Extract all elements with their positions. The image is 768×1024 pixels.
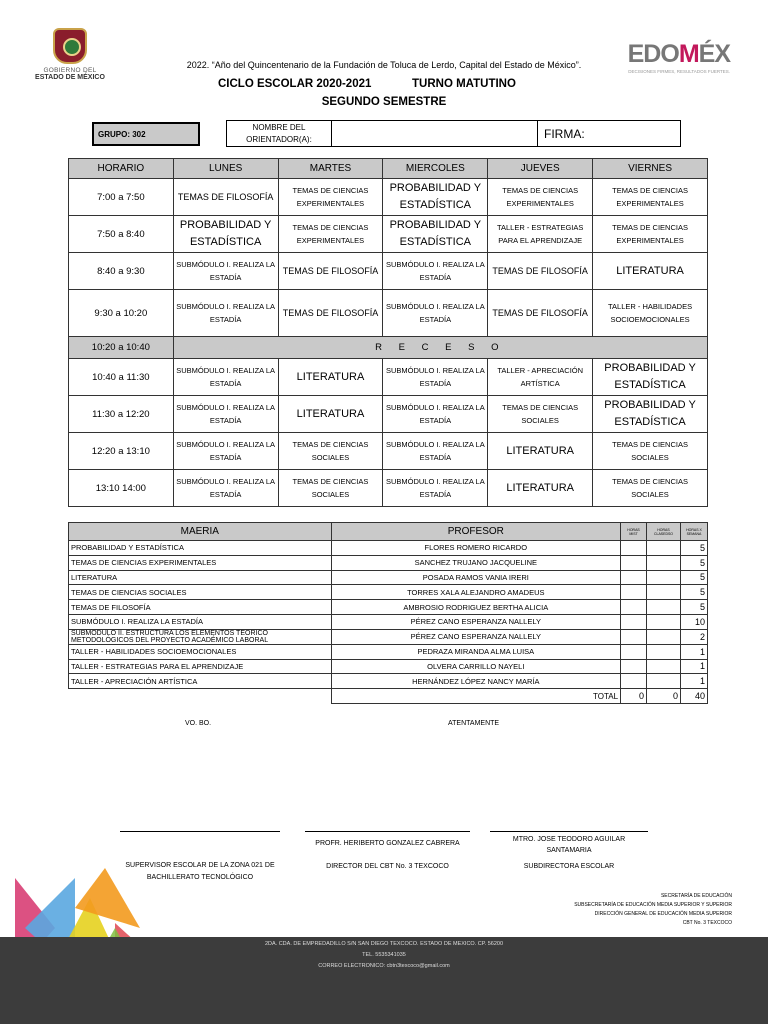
class-cell: TEMAS DE FILOSOFÍA <box>278 253 383 290</box>
class-cell: SUBMÓDULO I. REALIZA LA ESTADÍA <box>383 433 488 470</box>
schedule-header-row <box>69 159 708 179</box>
horas-cell: 5 <box>680 600 707 615</box>
materia-cell: TEMAS DE FILOSOFÍA <box>69 600 332 615</box>
subject-row <box>69 674 708 689</box>
empty-cell <box>647 570 681 585</box>
logo-word-a: EDO <box>627 40 679 68</box>
orientador-label: NOMBRE DEL ORIENTADOR(A): <box>246 122 312 144</box>
class-cell: LITERATURA <box>593 253 708 290</box>
empty-cell <box>621 555 647 570</box>
horas-cell: 5 <box>680 541 707 556</box>
logo-line-1: GOBIERNO DEL <box>43 67 97 74</box>
materia-cell: TEMAS DE CIENCIAS EXPERIMENTALES <box>69 555 332 570</box>
class-cell: LITERATURA <box>488 433 593 470</box>
materia-cell: TEMAS DE CIENCIAS SOCIALES <box>69 585 332 600</box>
class-cell: TEMAS DE CIENCIAS SOCIALES <box>593 470 708 507</box>
class-cell: SUBMÓDULO I. REALIZA LA ESTADÍA <box>173 253 278 290</box>
department-block <box>574 892 732 928</box>
profesor-cell: HERNÁNDEZ LÓPEZ NANCY MARÍA <box>331 674 620 689</box>
recess-label: R E C E S O <box>173 337 707 359</box>
firma-label: FIRMA: <box>537 121 585 146</box>
subject-row <box>69 541 708 556</box>
empty-cell <box>647 541 681 556</box>
total-c: 40 <box>680 689 707 704</box>
schedule-row <box>69 179 708 216</box>
profesor-cell: PÉREZ CANO ESPERANZA NALLELY <box>331 614 620 629</box>
horas-cell: 2 <box>680 629 707 644</box>
empty-cell <box>647 644 681 659</box>
class-cell: TEMAS DE CIENCIAS SOCIALES <box>488 396 593 433</box>
signature-line <box>120 831 280 832</box>
empty-cell <box>621 614 647 629</box>
class-cell: TEMAS DE CIENCIAS EXPERIMENTALES <box>488 179 593 216</box>
logo-tagline: DECISIONES FIRMES, RESULTADOS FUERTES. <box>628 69 730 74</box>
grupo-box <box>92 122 200 146</box>
schedule-row <box>69 216 708 253</box>
subject-row <box>69 570 708 585</box>
materia-cell <box>69 629 332 644</box>
logo-line-2: ESTADO DE MÉXICO <box>35 74 105 81</box>
class-cell: TALLER - HABILIDADES SOCIOEMOCIONALES <box>593 290 708 337</box>
footer-bar <box>0 937 768 1024</box>
subject-row <box>69 600 708 615</box>
footer-address: 2DA. CDA. DE EMPREDADILLO S/N SAN DIEGO TEXCOCO. ESTADO DE MEXICO. CP. 56200 <box>264 941 504 947</box>
profesor-cell: PÉREZ CANO ESPERANZA NALLELY <box>331 629 620 644</box>
profesor-cell: AMBROSIO RODRIGUEZ BERTHA ALICIA <box>331 600 620 615</box>
materia-cell: TALLER - ESTRATEGIAS PARA EL APRENDIZAJE <box>69 659 332 674</box>
class-cell: PROBABILIDAD Y ESTADÍSTICA <box>593 359 708 396</box>
motto: 2022. “Año del Quincentenario de la Fundación de Toluca de Lerdo, Capital del Estado de México”. <box>186 60 582 70</box>
col-horario: HORARIO <box>69 159 174 179</box>
time-cell: 7:50 a 8:40 <box>69 216 174 253</box>
col-lunes: LUNES <box>173 159 278 179</box>
subject-row <box>69 614 708 629</box>
empty-cell <box>621 541 647 556</box>
footer-email: CORREO ELECTRONICO: cbtn3texcoco@gmail.com <box>318 963 450 969</box>
col-martes: MARTES <box>278 159 383 179</box>
time-cell: 7:00 a 7:50 <box>69 179 174 216</box>
signature-line <box>490 831 648 832</box>
empty-cell <box>647 585 681 600</box>
ciclo-escolar: CICLO ESCOLAR 2020-2021 <box>218 78 372 90</box>
horas-cell: 1 <box>680 659 707 674</box>
class-cell: TEMAS DE FILOSOFÍA <box>173 179 278 216</box>
class-cell: TEMAS DE CIENCIAS EXPERIMENTALES <box>593 216 708 253</box>
logo-word-b: M <box>678 40 699 68</box>
time-cell: 8:40 a 9:30 <box>69 253 174 290</box>
col-profesor: PROFESOR <box>331 523 620 541</box>
class-cell: SUBMÓDULO I. REALIZA LA ESTADÍA <box>383 253 488 290</box>
class-cell: TEMAS DE FILOSOFÍA <box>488 253 593 290</box>
empty-cell <box>647 674 681 689</box>
schedule-row <box>69 290 708 337</box>
profesor-cell: POSADA RAMOS VANIA IRERI <box>331 570 620 585</box>
class-cell: TEMAS DE FILOSOFÍA <box>278 290 383 337</box>
turno: TURNO MATUTINO <box>412 78 516 90</box>
horas-cell: 10 <box>680 614 707 629</box>
subdirector-role: SUBDIRECTORA ESCOLAR <box>523 863 615 870</box>
time-cell: 12:20 a 13:10 <box>69 433 174 470</box>
class-cell: LITERATURA <box>488 470 593 507</box>
empty-cell <box>647 614 681 629</box>
subject-row <box>69 629 708 644</box>
class-cell: SUBMÓDULO I. REALIZA LA ESTADÍA <box>383 470 488 507</box>
footer-tel: TEL. 5535341035 <box>362 952 406 958</box>
empty-cell <box>621 674 647 689</box>
horas-cell: 5 <box>680 585 707 600</box>
class-cell: SUBMÓDULO I. REALIZA LA ESTADÍA <box>173 433 278 470</box>
total-row <box>69 689 708 704</box>
schedule-row <box>69 470 708 507</box>
empty-cell <box>621 570 647 585</box>
empty-cell <box>621 629 647 644</box>
class-cell: TEMAS DE CIENCIAS SOCIALES <box>593 433 708 470</box>
time-cell: 9:30 a 10:20 <box>69 290 174 337</box>
class-cell: TALLER - ESTRATEGIAS PARA EL APRENDIZAJE <box>488 216 593 253</box>
col-viernes: VIERNES <box>593 159 708 179</box>
class-cell: TEMAS DE CIENCIAS SOCIALES <box>278 433 383 470</box>
class-cell: PROBABILIDAD Y ESTADÍSTICA <box>383 216 488 253</box>
time-cell: 13:10 14:00 <box>69 470 174 507</box>
schedule-row <box>69 253 708 290</box>
subjects-header-row <box>69 523 708 541</box>
subjects-table <box>68 522 708 704</box>
orientador-label-box <box>226 120 332 147</box>
materia-cell: SUBMÓDULO I. REALIZA LA ESTADÍA <box>69 614 332 629</box>
state-seal-icon <box>53 28 87 64</box>
schedule-table <box>68 158 708 507</box>
empty-cell <box>621 585 647 600</box>
horas-cell: 5 <box>680 570 707 585</box>
schedule-row <box>69 433 708 470</box>
class-cell: LITERATURA <box>278 359 383 396</box>
col-materia: MAERIA <box>69 523 332 541</box>
class-cell: SUBMÓDULO I. REALIZA LA ESTADÍA <box>383 290 488 337</box>
class-cell: PROBABILIDAD Y ESTADÍSTICA <box>593 396 708 433</box>
materia-cell: PROBABILIDAD Y ESTADÍSTICA <box>69 541 332 556</box>
class-cell: TEMAS DE CIENCIAS SOCIALES <box>278 470 383 507</box>
col-horas-mist: HORAS MIST <box>621 523 647 541</box>
materia-clipped: SUBMÓDULO II. ESTRUCTURA LOS ELEMENTOS TEÓRICO METODOLÓGICOS DEL PROYECTO ACADÉMICO LABORAL <box>71 630 269 644</box>
dept-line-4: CBT No. 3 TEXCOCO <box>682 920 732 926</box>
recess-time: 10:20 a 10:40 <box>69 337 174 359</box>
col-miercoles: MIERCOLES <box>383 159 488 179</box>
class-cell: PROBABILIDAD Y ESTADÍSTICA <box>383 179 488 216</box>
signature-line <box>305 831 470 832</box>
profesor-cell: OLVERA CARRILLO NAYELI <box>331 659 620 674</box>
dept-line-3: DIRECCIÓN GENERAL DE EDUCACIÓN MEDIA SUPERIOR <box>594 911 732 917</box>
logo-word-c: ÉX <box>698 40 730 68</box>
time-cell: 11:30 a 12:20 <box>69 396 174 433</box>
col-horas-clase: HORAS CLASEDSO <box>647 523 681 541</box>
materia-cell: TALLER - APRECIACIÓN ARTÍSTICA <box>69 674 332 689</box>
supervisor-role: SUPERVISOR ESCOLAR DE LA ZONA 021 DE BACHILLERATO TECNOLÓGICO <box>125 862 275 881</box>
director-role: DIRECTOR DEL CBT No. 3 TEXCOCO <box>326 863 449 870</box>
director-name: PROFR. HERIBERTO GONZALEZ CABRERA <box>315 840 460 847</box>
subject-row <box>69 659 708 674</box>
class-cell: TEMAS DE CIENCIAS EXPERIMENTALES <box>278 179 383 216</box>
subject-row <box>69 555 708 570</box>
class-cell: TEMAS DE FILOSOFÍA <box>488 290 593 337</box>
class-cell: SUBMÓDULO I. REALIZA LA ESTADÍA <box>383 359 488 396</box>
orientador-field[interactable] <box>331 120 681 147</box>
horas-cell: 5 <box>680 555 707 570</box>
class-cell: SUBMÓDULO I. REALIZA LA ESTADÍA <box>173 290 278 337</box>
subject-row <box>69 644 708 659</box>
class-cell: SUBMÓDULO I. REALIZA LA ESTADÍA <box>383 396 488 433</box>
horas-cell: 1 <box>680 674 707 689</box>
empty-cell <box>647 600 681 615</box>
profesor-cell: TORRES XALA ALEJANDRO AMADEUS <box>331 585 620 600</box>
total-label: TOTAL <box>331 689 620 704</box>
empty-cell <box>69 689 332 704</box>
atentamente-label: ATENTAMENTE <box>448 720 500 727</box>
class-cell: SUBMÓDULO I. REALIZA LA ESTADÍA <box>173 470 278 507</box>
class-cell: LITERATURA <box>278 396 383 433</box>
total-a: 0 <box>621 689 647 704</box>
materia-cell: TALLER - HABILIDADES SOCIOEMOCIONALES <box>69 644 332 659</box>
grupo-label: GRUPO: 302 <box>98 129 146 139</box>
dept-line-2: SUBSECRETARÍA DE EDUCACIÓN MEDIA SUPERIOR Y SUPERIOR <box>574 902 732 908</box>
time-cell: 10:40 a 11:30 <box>69 359 174 396</box>
class-cell: TEMAS DE CIENCIAS EXPERIMENTALES <box>593 179 708 216</box>
class-cell: TEMAS DE CIENCIAS EXPERIMENTALES <box>278 216 383 253</box>
government-logo <box>30 28 110 81</box>
class-cell: TALLER - APRECIACIÓN ARTÍSTICA <box>488 359 593 396</box>
schedule-row <box>69 396 708 433</box>
dept-line-1: SECRETARÍA DE EDUCACIÓN <box>660 893 732 899</box>
col-horas-semana: HORAS X SEMANA <box>680 523 707 541</box>
empty-cell <box>647 659 681 674</box>
class-cell: SUBMÓDULO I. REALIZA LA ESTADÍA <box>173 359 278 396</box>
profesor-cell: FLORES ROMERO RICARDO <box>331 541 620 556</box>
empty-cell <box>621 659 647 674</box>
semestre: SEGUNDO SEMESTRE <box>321 96 447 108</box>
subdirector-name: MTRO. JOSE TEODORO AGUILAR SANTAMARIA <box>512 836 626 854</box>
schedule-row <box>69 359 708 396</box>
horas-cell: 1 <box>680 644 707 659</box>
vobo-label: VO. BO. <box>185 720 212 727</box>
profesor-cell: SANCHEZ TRUJANO JACQUELINE <box>331 555 620 570</box>
recess-row <box>69 337 708 359</box>
subject-row <box>69 585 708 600</box>
col-jueves: JUEVES <box>488 159 593 179</box>
empty-cell <box>647 555 681 570</box>
class-cell: SUBMÓDULO I. REALIZA LA ESTADÍA <box>173 396 278 433</box>
empty-cell <box>647 629 681 644</box>
empty-cell <box>621 600 647 615</box>
materia-cell: LITERATURA <box>69 570 332 585</box>
empty-cell <box>621 644 647 659</box>
class-cell: PROBABILIDAD Y ESTADÍSTICA <box>173 216 278 253</box>
profesor-cell: PEDRAZA MIRANDA ALMA LUISA <box>331 644 620 659</box>
total-b: 0 <box>647 689 681 704</box>
